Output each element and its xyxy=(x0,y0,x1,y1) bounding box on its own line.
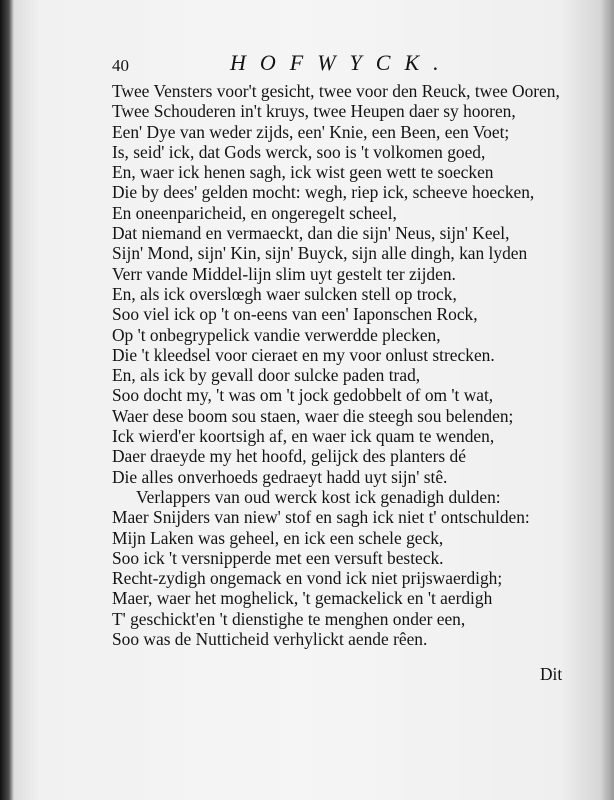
page-gutter-shadow xyxy=(0,0,14,800)
poem-line: Op 't onbegrypelick vandie verwerdde plecken, xyxy=(112,324,441,345)
poem-line: Soo was de Nutticheid verhylickt aende rêen. xyxy=(112,629,428,650)
poem-line: Soo viel ick op 't on-eens van een' Iaponschen Rock, xyxy=(112,304,478,325)
running-title: HOFWYCK. xyxy=(230,50,453,75)
poem-line: Recht-zydigh ongemack en vond ick niet prijswaerdigh; xyxy=(112,568,503,589)
poem-line: Die alles onverhoeds gedraeyt hadd uyt sijn' stê. xyxy=(112,466,448,487)
poem-line: Sijn' Mond, sijn' Kin, sijn' Buyck, sijn alle dingh, kan lyden xyxy=(112,243,528,264)
poem-line: En oneenparicheid, en ongeregelt scheel, xyxy=(112,202,397,223)
poem-line: Ick wierd'er koortsigh af, en waer ick quam te wenden, xyxy=(112,426,495,447)
poem-line: Maer Snijders van niew' stof en sagh ick niet t' ontschulden: xyxy=(112,507,530,528)
poem-line: Verlappers van oud werck kost ick genadigh dulden: xyxy=(136,486,501,507)
poem-line: Daer draeyde my het hoofd, gelijck des planters dé xyxy=(112,446,466,467)
poem-line: En, als ick overslœgh waer sulcken stell op trock, xyxy=(112,283,457,304)
poem-line: Soo ick 't versnipperde met een versuft besteck. xyxy=(112,547,444,568)
poem-line: Die by dees' gelden mocht: wegh, riep ick, scheeve hoecken, xyxy=(112,182,535,203)
poem-line: Mijn Laken was geheel, en ick een schele geck, xyxy=(112,527,444,548)
poem-line: Is, seid' ick, dat Gods werck, soo is 't volkomen goed, xyxy=(112,141,486,162)
poem-line: Een' Dye van weder zijds, een' Knie, een Been, een Voet; xyxy=(112,121,510,142)
poem-line: Soo docht my, 't was om 't jock gedobbelt of om 't wat, xyxy=(112,385,494,406)
poem-line: Maer, waer het moghelick, 't gemackelick en 't aerdigh xyxy=(112,588,493,609)
poem-line: Verr vande Middel-lijn slim uyt gestelt ter zijden. xyxy=(112,263,456,284)
page-header xyxy=(112,50,572,76)
poem-line: Dat niemand en vermaeckt, dan die sijn' Neus, sijn' Keel, xyxy=(112,223,510,244)
poem-line: Waer dese boom sou staen, waer die steegh sou belenden; xyxy=(112,405,514,426)
catchword: Dit xyxy=(540,664,563,684)
page-number: 40 xyxy=(112,56,129,75)
poem-line: En, waer ick henen sagh, ick wist geen wett te soecken xyxy=(112,162,494,183)
poem-line: En, als ick by gevall door sulcke paden trad, xyxy=(112,365,421,386)
poem-line: T' geschickt'en 't dienstighe te menghen onder een, xyxy=(112,608,466,629)
poem-line: Twee Schouderen in't kruys, twee Heupen daer sy hooren, xyxy=(112,101,516,122)
poem-text xyxy=(112,81,582,649)
poem-line: Twee Vensters voor't gesicht, twee voor den Reuck, twee Ooren, xyxy=(112,81,560,101)
poem-line: Die 't kleedsel voor cieraet en my voor onlust strecken. xyxy=(112,344,495,365)
